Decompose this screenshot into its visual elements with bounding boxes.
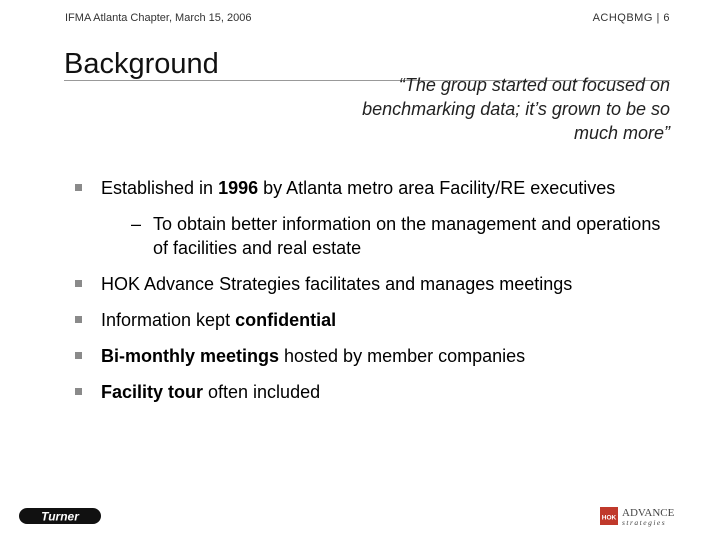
bullet-text-run: Established in: [101, 178, 219, 198]
bullet-item: [75, 380, 675, 404]
bullet-item: [75, 272, 675, 296]
sub-bullet: [131, 212, 675, 260]
bullet-text: [101, 382, 320, 402]
header-right: ACHQBMG | 6: [592, 12, 670, 24]
header-left: IFMA Atlanta Chapter, March 15, 2006: [65, 12, 252, 24]
bullet-bold-text: confidential: [235, 310, 337, 330]
sub-bullet-dash: –: [131, 214, 142, 234]
turner-logo-text: Turner: [41, 509, 79, 524]
bullet-text: [101, 346, 525, 366]
bullet-marker: [75, 184, 82, 191]
bullet-bold-text: 1996: [218, 178, 259, 198]
bullet-text-run: often included: [203, 382, 321, 402]
bullet-text-run: Information kept: [101, 310, 236, 330]
bullet-list: [75, 176, 675, 404]
bullet-marker: [75, 352, 82, 359]
turner-logo: [18, 507, 102, 525]
slide-title: Background: [64, 48, 219, 80]
advance-logo-mark-text: HOK: [601, 514, 617, 522]
bullet-item: [75, 176, 675, 200]
bullet-text: [153, 214, 660, 258]
bullet-item: [75, 344, 675, 368]
bullet-text: [101, 178, 615, 198]
bullet-text: [101, 310, 336, 330]
bullet-text-run: HOK Advance Strategies facilitates and manages meetings: [101, 274, 573, 294]
bullet-marker: [75, 316, 82, 323]
advance-strategies-logo: [598, 505, 688, 529]
bullet-bold-text: Facility tour: [101, 382, 204, 402]
bullet-bold-text: Bi-monthly meetings: [101, 346, 280, 366]
quote-line: much more”: [573, 123, 670, 143]
bullet-text: [101, 274, 572, 294]
bullet-marker: [75, 280, 82, 287]
bullet-text-run: by Atlanta metro area Facility/RE executives: [258, 178, 616, 198]
quote-line: “The group started out focused on: [398, 75, 670, 95]
advance-logo-sub: strategies: [622, 518, 667, 527]
bullet-text-run: To obtain better information on the management and operations of facilities and real estate: [153, 214, 661, 258]
bullet-marker: [75, 388, 82, 395]
quote-line: benchmarking data; it’s grown to be so: [362, 99, 670, 119]
quote: [310, 73, 670, 145]
bullet-text-run: hosted by member companies: [279, 346, 526, 366]
advance-logo-main: ADVANCE: [622, 507, 675, 519]
bullet-item: [75, 308, 675, 332]
